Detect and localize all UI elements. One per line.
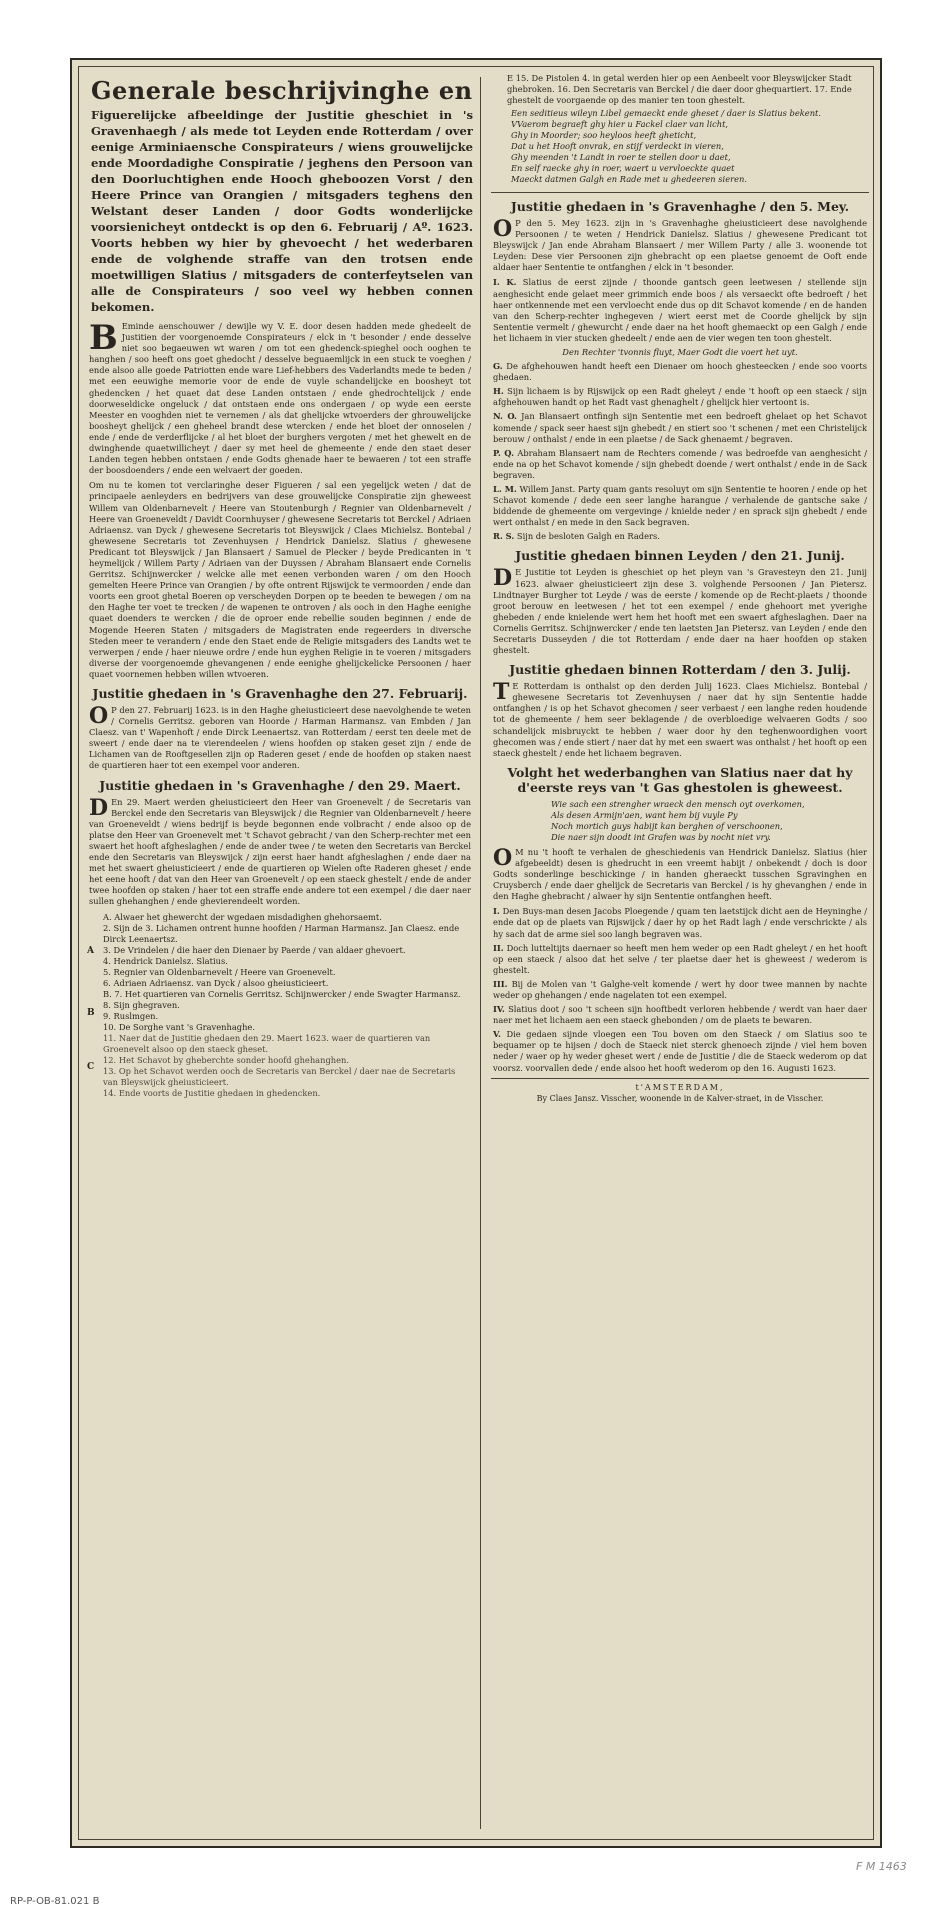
legend-text: Sijn lichaem is by Rijswijck op een Radt gheleyt / ende 't hooft op een staeck / sijn afghehouwen handt op het Radt vast ghenaghelt / ghelijck hier vertoont is. <box>493 386 867 408</box>
paragraph-introduction <box>89 318 471 476</box>
paragraph-rotterdam <box>493 681 867 759</box>
legend-line: 12. Het Schavot by gheberchte sonder hoofd ghehanghen. <box>103 1054 350 1065</box>
printer-imprint <box>491 1078 869 1104</box>
top-legend-items <box>491 73 869 106</box>
margin-letter-a: A <box>87 945 94 956</box>
legend-item <box>493 361 867 383</box>
poem-line: En self raecke ghy in roer, waert u vervloeckte quaet <box>511 163 735 173</box>
drop-cap: O <box>493 844 513 871</box>
poem-line: Ghy in Moorder; soo heyloos heeft gheticht, <box>511 130 697 140</box>
legend-label: III. <box>493 978 508 989</box>
legend-label: L. M. <box>493 483 517 494</box>
poem-line: Wie sach een strengher wraeck den mensch oyt overkomen, <box>551 798 805 809</box>
poem-line: Noch mortich guys habijt kan berghen of verschoonen, <box>551 820 783 831</box>
legend-text: Jan Blansaert ontfingh sijn Sententie met een bedroeft ghelaet op het Schavot komende / spack seer haest sijn ghebedt / en stiert soo 't schenen / met een Christelijck berouw / onthalst / ende in een plaetse / de Sack ghenaemt / begraven. <box>493 411 867 444</box>
legend-label: V. <box>493 1029 501 1040</box>
paragraph-text: E Justitie tot Leyden is gheschiet op het pleyn van 's Gravesteyn den 21. Junij 1623. alwaer gheiusticieert zijn dese 3. volghende Persoonen / Jan Pietersz. Lindtnayer Burgher tot Leyde / was de eerste / komende op de Recht-plaets / thoonde groot berouw en leetwesen / het tot een exempel / ende ghehoort met yverighe ghebeden / ende knielende wert hem het hooft met een swaert afgheslaghen. Daer na Cornelis Gerritsz. Schijnwercker / ende ten laetsten Jan Pietersz. van Leyden / ende den Secretaris Dusseyden / die tot Rotterdam / ende daer na haer hoofden op staken ghestelt. <box>493 567 867 656</box>
poem-line: Dat u het Hooft onvrak, en stijf verdeckt in vieren, <box>511 141 724 151</box>
paragraph-leyden <box>493 567 867 656</box>
document-intro: Figuerelijcke afbeeldinge der Justitie gheschiet in 's Gravenhaegh / als mede tot Leyden ende Rotterdam / over eenige Arminiaensche Conspirateurs / wiens grouwelijcke ende Moordadighe Conspiratie / jeghens den Persoon van den Doorluchtighen ende Hooch gheboozen Vorst / den Heere Prince van Orangien / mitsgaders teghens den Welstant deser Landen / door Godts wonderlijcke voorsienicheyt ontdeckt is op den 6. Februarij / Aº. 1623. Voorts hebben wy hier by ghevoecht / het wederbaren ende de volghende straffe van den trotsen ende moetwilligen Slatius / mitsgaders de conterfeytselen van alle de Conspirateurs / soo veel wy hebben connen bekomen. <box>91 108 473 314</box>
legend-line: 13. Op het Schavot werden ooch de Secretaris van Berckel / daer nae de Secretaris van Bleyswijck gheiusticieert. <box>103 1065 456 1087</box>
legend-item <box>493 484 867 528</box>
poem-line: Een seditieus wileyn Libel gemaeckt ende gheset / daer is Slatius bekent. <box>511 108 822 118</box>
paragraph-text: Eminde aenschouwer / dewijle wy V. E. door desen hadden mede ghedeelt de Justitien der voorgenoemde Conspirateurs / elck in 't besonder / ende desselve niet soo begaeuwen wt waren / om tot een ghedenck-spieghel ooch ooghen te hanghen / soo heeft ons goet ghedocht / desselve beguaemlijck in een stuck te voeghen / ende alsoo alle goede Patriotten ende ware Lief-hebbers des Vaderlandts mede te beden / met een eeuwighe memorie voor de ende de vuyle schandelijcke en boosheyt tot ghedencken / het quaet dat dese Landen ontstaen / ende ghedrochtelijck / ende doorweseldicke ongeluck / dat ontstaen ende ons ondergaen / op wyde een eerste Meester en vooghden niet te vernemen / als dat ghelijcke wtvoerders der ghrouwelijcke boosheyt ghelijck / een gheheel brandt dese wtercken / ende het bloet der onnoselen / ende / ende de verderflijcke / al het bloet der burghers vergoten / met het ghewelt en de dwinghende quaetwillicheyt / daer sy met heel de ghemeente / ende den staet deser Landen tegen hebben ontstaen / ende Godts ghenade haer te bewaeren / tot een straffe der boosdoenders / ende een welvaert der goeden. <box>89 321 471 476</box>
legend-text: Den Buys-man desen Jacobs Ploegende / quam ten laetstijck dicht aen de Heyninghe / ende dat op de plaets van Rijswijck / daer hy op het Radt lagh / ende verschrickte / als hy sach dat de arme siel soo langh begraven was. <box>493 906 868 939</box>
paragraph-5-may <box>493 218 867 273</box>
drop-cap: T <box>493 679 510 706</box>
legend-line: 6. Adriaen Adriaensz. van Dyck / alsoo gheiusticieert. <box>103 977 329 988</box>
legend-label: R. S. <box>493 531 515 542</box>
legend-text: Abraham Blansaert nam de Rechters comende / was bedroefde van aenghesicht / ende na op het Schavot komende / sijn ghebedt doende / wert onthalst / ende in de Sack begraven. <box>493 447 868 480</box>
legend-label: N. O. <box>493 411 517 422</box>
legend-line: 3. De Vrindelen / die haer den Dienaer by Paerde / van aldaer ghevoert. <box>103 944 406 955</box>
top-legend-box <box>491 73 869 193</box>
paragraph-text: P den 27. Februarij 1623. is in den Haghe gheiusticieert dese naevolghende te weten / Cornelis Gerritsz. geboren van Hoorde / Harman Harmansz. van Embden / Jan Claesz. van t' Wapenhoft / ende Dirck Leenaertsz. van Rotterdam / eerst ten deele met de sweert / ende daer na te vierendeelen / wiens hoofden op staken geset zijn / ende de Lichamen van de Rooftgesellen zijn op Raderen geset / ende de hoofden op staken naest de quartieren haer tot een exempel voor anderen. <box>89 705 471 771</box>
legend-text: Sijn de besloten Galgh en Raders. <box>516 531 660 542</box>
poem-line: VVaerom begraeft ghy hier u Fackel claer van licht, <box>511 119 729 129</box>
drop-cap: B <box>89 318 118 358</box>
legend-label: I. K. <box>493 277 517 288</box>
right-column <box>491 73 869 1833</box>
paragraph-figures: Om nu te komen tot verclaringhe deser Figueren / sal een yegelijck weten / dat de principaele aenleyders en bedrijvers van dese grouwelijcke Conspiratie zijn gheweest Willem van Oldenbarnevelt / Heere van Stoutenburgh / Regnier van Oldenbarnevelt / Heere van Groeneveldt / Davidt Coornhuyser / ghewesene Secretaris tot Berckel / Adriaen Adriaensz. van Dyck / ghewesene Secretaris tot Bleyswijck / Claes Michielsz. Bontebal / ghewesene Secretaris tot Zevenhuysen / Hendrick Danielsz. Slatius / ghewesene Predicant tot Bleyswijck / Jan Blansaert / Samuel de Plecker / beyde Predicanten in 't heymelijck / Willem Party / Adriaen van der Duyssen / Abraham Blansaert ende Cornelis Gerritsz. Schijnwercker / welcke alle met eenen verbonden waren / om den Hooch gemelten Heere Prince van Orangien / by ofte ontrent Rijswijck te vermoorden / ende dan voorts een groot ghetal Boeren op verscheyden Dorpen op te beeden te bewegen / om na den Haghe ter voet te trecken / de wapenen te ontroven / als ooch in den Haghe eenighe quaet doenders te wercken / die de oproer ende rebellie souden beginnen / ende de Mogende Heeren Staten / mitsgaders de Magistraten ende regeerders in diversche Steden meer te verandern / ende den Staet ende de Religie mitsgaders des Landts wet te verwerpen / ende / haer nieuwe ordre / ende hun eyghen Religie in te voeren / mitsgaders diverse der voorgenoemde ghevangenen / ende eenighe ghelijckelicke Persoonen / haer quaet voornemen hebben willen wtvoeren. <box>89 480 471 679</box>
imprint-city: t'AMSTERDAM, <box>635 1082 725 1092</box>
drop-cap: O <box>493 216 513 242</box>
legend-label: I. <box>493 906 500 917</box>
legend-line: 5. Regnier van Oldenbarnevelt / Heere van Groenevelt. <box>103 966 336 977</box>
legend-line: 8. Sijn ghegraven. <box>103 999 180 1010</box>
legend-item <box>493 906 867 939</box>
heading-justice-27-feb: Justitie ghedaen in 's Gravenhaghe den 27. Februarij. <box>92 686 468 701</box>
imprint-line: By Claes Jansz. Visscher, woonende in de Kalver-straet, in de Visscher. <box>536 1093 824 1103</box>
poem-line: Ghy meenden 't Landt in roer te stellen door u daet, <box>511 152 731 162</box>
legend-item <box>493 448 867 481</box>
sheet-border <box>78 66 874 1840</box>
poem-line: Maeckt datmen Galgh en Rade met u ghedeeren sieren. <box>511 174 747 184</box>
drop-cap: D <box>89 794 109 821</box>
paragraph-29-march <box>89 794 471 908</box>
verdict-line: Den Rechter 'tvonnis fluyt, Maer Godt die voert het uyt. <box>562 347 798 358</box>
legend-label: G. <box>493 361 503 372</box>
document-title: Generale beschrijvinghe en <box>91 76 473 105</box>
legend-label: P. Q. <box>493 447 515 458</box>
column-divider <box>480 77 481 1829</box>
slatius-poem <box>551 799 869 843</box>
legend-item <box>493 1004 867 1026</box>
legend-text: De afghehouwen handt heeft een Dienaer om hooch ghesteecken / ende soo voorts ghedaen. <box>493 361 867 383</box>
pencil-inscription: F M 1463 <box>856 1860 907 1873</box>
legend-text: Slatius doot / soo 't scheen sijn hooftbedt verloren hebbende / werdt van haer daer naer met het lichaem aen een staeck ghebonden / om de plaets te bewaren. <box>493 1004 868 1026</box>
legend-item <box>493 943 867 976</box>
paragraph-text: P den 5. Mey 1623. zijn in 's Gravenhaghe gheiusticieert dese navolghende Persoonen / te weten / Hendrick Danielsz. Slatius / ghewesene Predicant tot Bleyswijck / Jan ende Abraham Blansaert / mer Willem Party / alle 3. woonende tot Leyden: Dese vier Persoonen zijn ghebracht op een plaetse genoemt de Ooft ende aldaer haer Sententie te ontfanghen / elck in 't besonder. <box>493 218 867 273</box>
heading-justice-29-march: Justitie ghedaen in 's Gravenhaghe / den 29. Maert. <box>99 777 461 793</box>
legend-label: II. <box>493 942 504 953</box>
print-sheet <box>70 58 882 1848</box>
legend-label: IV. <box>493 1004 505 1015</box>
drop-cap: D <box>493 565 513 592</box>
legend-line: 14. Ende voorts de Justitie ghedaen in ghedencken. <box>103 1087 321 1098</box>
drop-cap: O <box>89 703 109 729</box>
legend-line: 11. Naer dat de Justitie ghedaen den 29. Maert 1623. waer de quartieren van Groenevelt alsoo op den staeck gheset. <box>103 1032 431 1054</box>
legend-item <box>493 386 867 408</box>
legend-summary <box>87 912 473 1099</box>
paragraph-text: M nu 't hooft te verhalen de gheschiedenis van Hendrick Danielsz. Slatius (hier afgebeeldt) desen is ghedrucht in een vreemt habijt / onbekendt / doch is door Godts sonderlinge beschickinge / in handen gheraeckt tusschen Sgravinghen en Cruysberch / ende daer ghelijck de Secretaris van Berckel / is hy ghevanghen / ende in den Haghe ghebracht / alwaer hy sijn Sententie ontfanghen heeft. <box>493 846 867 902</box>
libel-poem <box>511 108 869 185</box>
paragraph-text: E Rotterdam is onthalst op den derden Julij 1623. Claes Michielsz. Bontebal / ghewesene Secretaris tot Zevenhuysen / naer dat hy sijn Sententie hadde ontfanghen / is op het Schavot ghecomen / seer verbaest / een langhe reden houdende tot de ghemeente / hem seer beklagende / de overbloedige welvaeren Godts / soo schandelijck misbruyckt te hebben / waer door hy den teghenwoordighen voort ghecomen was / ende stiert / naer dat hy met een swaert was onthalst / het hooft op een staeck ghestelt / ende het lichaem begraven. <box>493 681 867 758</box>
legend-label: H. <box>493 386 504 397</box>
legend-line: 2. Sijn de 3. Lichamen ontrent hunne hoofden / Harman Harmansz. Jan Claesz. ende Dirck Leenaertsz. <box>103 922 460 944</box>
poem-line: Die naer sijn doodt int Grafen was by nocht niet vry. <box>551 831 771 842</box>
catalog-number: RP-P-OB-81.021 B <box>10 1896 100 1907</box>
legend-text: Slatius de eerst zijnde / thoonde gantsch geen leetwesen / stellende sijn aenghesicht ende gelaet meer grimmich ende boos / als versaeckt ofte bedroeft / het haer ontkennende met een vervloecht ende dus op dit Schavot komende / en de handen van den Scherp-rechter inghegeven / wiert eerst met de Coorde ghelijck by sijn Sententie vermelt / ghewurcht / ende daer na het hooft ghemaeckt op een Galgh / ende het lichaem in vier stucken ghedeelt / ende aen de vier wegen ten toon ghestelt. <box>493 277 867 343</box>
legend-item <box>493 979 867 1001</box>
legend-line: B. 7. Het quartieren van Cornelis Gerritsz. Schijnwercker / ende Swagter Harmansz. <box>103 988 461 999</box>
legend-line: 4. Hendrick Danielsz. Slatius. <box>103 955 228 966</box>
legend-line: A. Alwaer het ghewercht der wgedaen misdadighen ghehorsaemt. <box>103 911 382 922</box>
legend-item <box>493 1029 867 1073</box>
paragraph-27-feb <box>89 705 471 772</box>
legend-item <box>493 277 867 344</box>
left-column <box>87 73 473 1833</box>
top-legend-text: E 15. De Pistolen 4. in getal werden hier op een Aenbeelt voor Bleyswijcker Stadt ghebroken. 16. Den Secretaris van Berckel / die daer door ghequartiert. 17. Ende ghestelt de voorgaende op des manier ten toon ghestelt. <box>507 73 852 105</box>
heading-justice-5-may: Justitie ghedaen in 's Gravenhaghe / den 5. Mey. <box>510 199 850 214</box>
paragraph-text: En 29. Maert werden gheiusticieert den Heer van Groenevelt / de Secretaris van Berckel ende den Secretaris van Bleyswijck / die Regnier van Oldenbarnevelt / heere van Groeneveldt / wiens bedrijf is beyde begonnen ende volbracht / ende alsoo op de platse den Heer van Groenevelt met 't Schavot gebracht / van den Scherp-rechter met een swaert het hooft afgheslaghen / ende de ander twee / te weten den Secretaris van Berckel ende den Secretaris van Bleyswijck / zijn eerst haer handt afgheslaghen / ende daer na met het swaert gheiusticieert / ende de quartieren op Wielen ofte Raderen gheset / ende het eene hooft / dat van den Heer van Groenevelt / op een staeck ghestelt / ende de ander twee hoofden op staken / haer tot een straffe ende andere tot een exempel / die daer naer sullen ghehanghen / ende ghevierendeelt worden. <box>89 796 471 907</box>
legend-text: Bij de Molen van 't Galghe-velt komende / wert hy door twee mannen by nachte weder op ghehangen / ende nagelaten tot een exempel. <box>493 978 867 1000</box>
heading-justice-leyden: Justitie ghedaen binnen Leyden / den 21. Junij. <box>515 548 845 564</box>
legend-text: Willem Janst. Party quam gants resoluyt om sijn Sententie te hooren / ende op het Schavot komende / dede een seer langhe harangue / verhalende de gantsche sake / biddende de ghemeente om vergevinge / knielde neder / en sprack sijn ghebedt / ende wert onthalst / en mede in den Sack begraven. <box>493 483 867 528</box>
margin-letter-c: C <box>87 1061 95 1072</box>
margin-letter-b: B <box>87 1007 95 1018</box>
legend-text: Doch lutteltijts daernaer so heeft men hem weder op een Radt gheleyt / en het hooft op een staeck / alsoo dat het selve / ter plaetse daer het is gheweest / wederom is ghestelt. <box>493 942 867 975</box>
legend-line: 9. Ruslmgen. <box>103 1010 159 1021</box>
paragraph-slatius <box>493 844 867 902</box>
heading-slatius-rehanging: Volght het wederbanghen van Slatius naer dat hy d'eerste reys van 't Gas ghestolen is gheweest. <box>507 764 853 795</box>
poem-line: Als desen Armijn'aen, want hem bij vuyle Py <box>551 809 738 820</box>
legend-item <box>493 411 867 444</box>
legend-item <box>493 531 867 542</box>
legend-line: 10. De Sorghe vant 's Gravenhaghe. <box>103 1021 255 1032</box>
heading-justice-rotterdam: Justitie ghedaen binnen Rotterdam / den 3. Julij. <box>509 662 851 678</box>
legend-text: Die gedaen sijnde vloegen een Tou boven om den Staeck / om Slatius soo te bequamer op te hijsen / doch de Staeck niet sterck ghenoech zijnde / viel hem boven neder / waer op hy weder gheset wert / ende de Justitie / die de Staeck wederom op dat voorsz. voorvallen dede / ende alsoo het hooft wederom op den 16. Augusti 1623. <box>493 1029 867 1073</box>
